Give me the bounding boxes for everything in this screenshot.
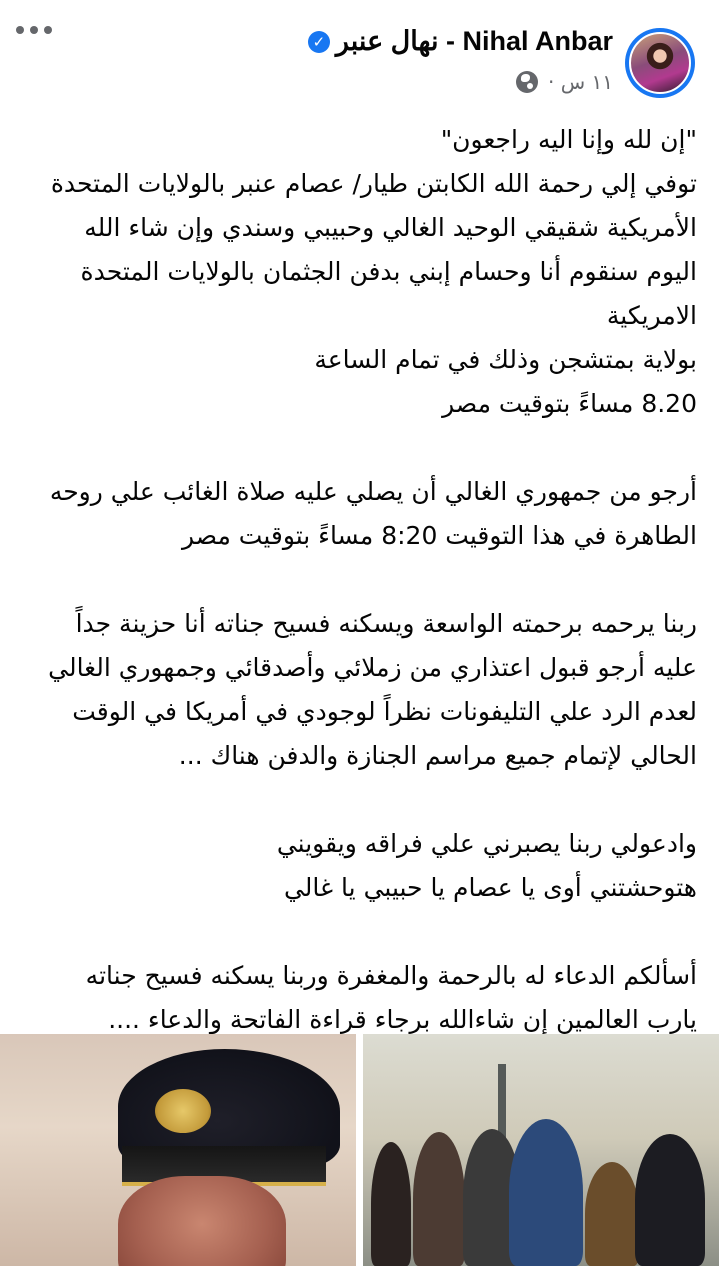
post-time[interactable]: ١١ س · (548, 70, 613, 94)
post-line: بولاية بمتشجن وذلك في تمام الساعة (314, 345, 697, 374)
post-line: توفي إلي رحمة الله الكابتن طيار/ عصام عنبر بالولايات المتحدة (50, 169, 697, 198)
avatar-image (629, 32, 691, 94)
post-line: الحالي لإتمام جميع مراسم الجنازة والدفن هناك ... (178, 741, 697, 770)
paragraph-gap (7, 426, 697, 470)
post-line: الامريكية (606, 301, 697, 330)
person-shape (585, 1162, 639, 1266)
pilot-face (118, 1176, 286, 1266)
globe-icon (516, 71, 538, 93)
person-shape (635, 1134, 705, 1266)
person-shape (509, 1119, 583, 1266)
post-line: 8.20 مساءً بتوقيت مصر (442, 389, 697, 418)
photo-family[interactable] (363, 1034, 719, 1266)
post-line: يارب العالمين إن شاءالله برجاء قراءة الفاتحة والدعاء .... (108, 1005, 697, 1034)
ellipsis-dot (30, 26, 38, 34)
post-meta (516, 70, 613, 94)
author-row (308, 26, 613, 57)
post-line: "إن لله وإنا اليه راجعون" (440, 125, 697, 154)
ellipsis-dot (44, 26, 52, 34)
post-line: هتوحشتني أوى يا عصام يا حبيبي يا غالي (283, 873, 697, 902)
post-text (7, 118, 697, 1042)
paragraph-gap (7, 778, 697, 822)
post-line: لعدم الرد علي التليفونات نظراً لوجودي في أمريكا في الوقت (72, 697, 697, 726)
post-line: اليوم سنقوم أنا وحسام إبني بدفن الجثمان بالولايات المتحدة (80, 257, 697, 286)
post-line: وادعولي ربنا يصبرني علي فراقه ويقويني (276, 829, 697, 858)
more-options-button[interactable] (16, 26, 52, 34)
post-line: ربنا يرحمه برحمته الواسعة ويسكنه فسيح جناته أنا حزينة جداً (75, 609, 697, 638)
post-line: عليه أرجو قبول اعتذاري من زملائي وأصدقائي وجمهوري الغالي (48, 653, 697, 682)
post-line: أرجو من جمهوري الغالي أن يصلي عليه صلاة الغائب علي روحه (49, 477, 697, 506)
paragraph-gap (7, 910, 697, 954)
post-header (0, 0, 719, 110)
person-shape (413, 1132, 465, 1266)
avatar[interactable] (625, 28, 695, 98)
person-shape (371, 1142, 411, 1266)
post-line: الأمريكية شقيقي الوحيد الغالي وحبيبي وسندي وإن شاء الله (84, 213, 697, 242)
ellipsis-icon (16, 26, 24, 34)
post-line: أسألكم الدعاء له بالرحمة والمغفرة وربنا يسكنه فسيح جناته (85, 961, 697, 990)
author-name[interactable]: نهال عنبر - Nihal Anbar (335, 26, 613, 56)
verified-badge-icon: ✓ (308, 31, 330, 53)
cap-badge-icon (155, 1089, 211, 1133)
post-line: الطاهرة في هذا التوقيت 8:20 مساءً بتوقيت مصر (181, 521, 697, 550)
photo-pilot[interactable] (0, 1034, 356, 1266)
paragraph-gap (7, 558, 697, 602)
photo-grid (0, 1034, 719, 1266)
